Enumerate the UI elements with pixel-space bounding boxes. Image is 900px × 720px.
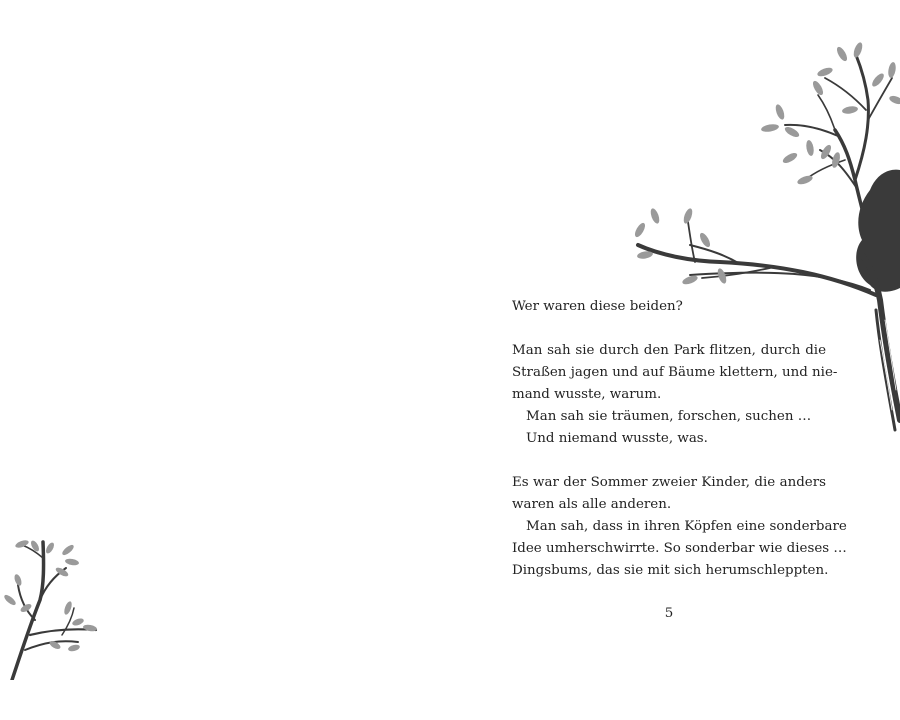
paragraph-3: Man sah sie träumen, forschen, suchen … bbox=[526, 409, 812, 424]
paragraph-2-line-1: Man sah sie durch den Park flitzen, durch die bbox=[512, 343, 826, 358]
paragraph-6-line-1: Man sah, dass in ihren Köpfen eine sonderbare bbox=[526, 519, 847, 534]
paragraph-gap bbox=[512, 318, 826, 340]
paragraph-2-line-2: Straßen jagen und auf Bäume klettern, und nie- bbox=[512, 365, 838, 380]
paragraph-6-line-3: Dingsbums, das sie mit sich herumschleppten. bbox=[512, 563, 829, 578]
paragraph-5-line-2: waren als alle anderen. bbox=[512, 497, 672, 512]
story-text bbox=[512, 296, 847, 582]
tree-branch-illustration bbox=[0, 530, 110, 680]
paragraph-1: Wer waren diese beiden? bbox=[512, 299, 683, 314]
paragraph-6-line-2: Idee umherschwirrte. So sonderbar wie dieses … bbox=[512, 541, 847, 556]
page-number: 5 bbox=[664, 606, 674, 621]
paragraph-2-line-3: mand wusste, warum. bbox=[512, 387, 662, 402]
paragraph-5-line-1: Es war der Sommer zweier Kinder, die anders bbox=[512, 475, 826, 490]
paragraph-gap bbox=[512, 450, 826, 472]
paragraph-4: Und niemand wusste, was. bbox=[526, 431, 708, 446]
